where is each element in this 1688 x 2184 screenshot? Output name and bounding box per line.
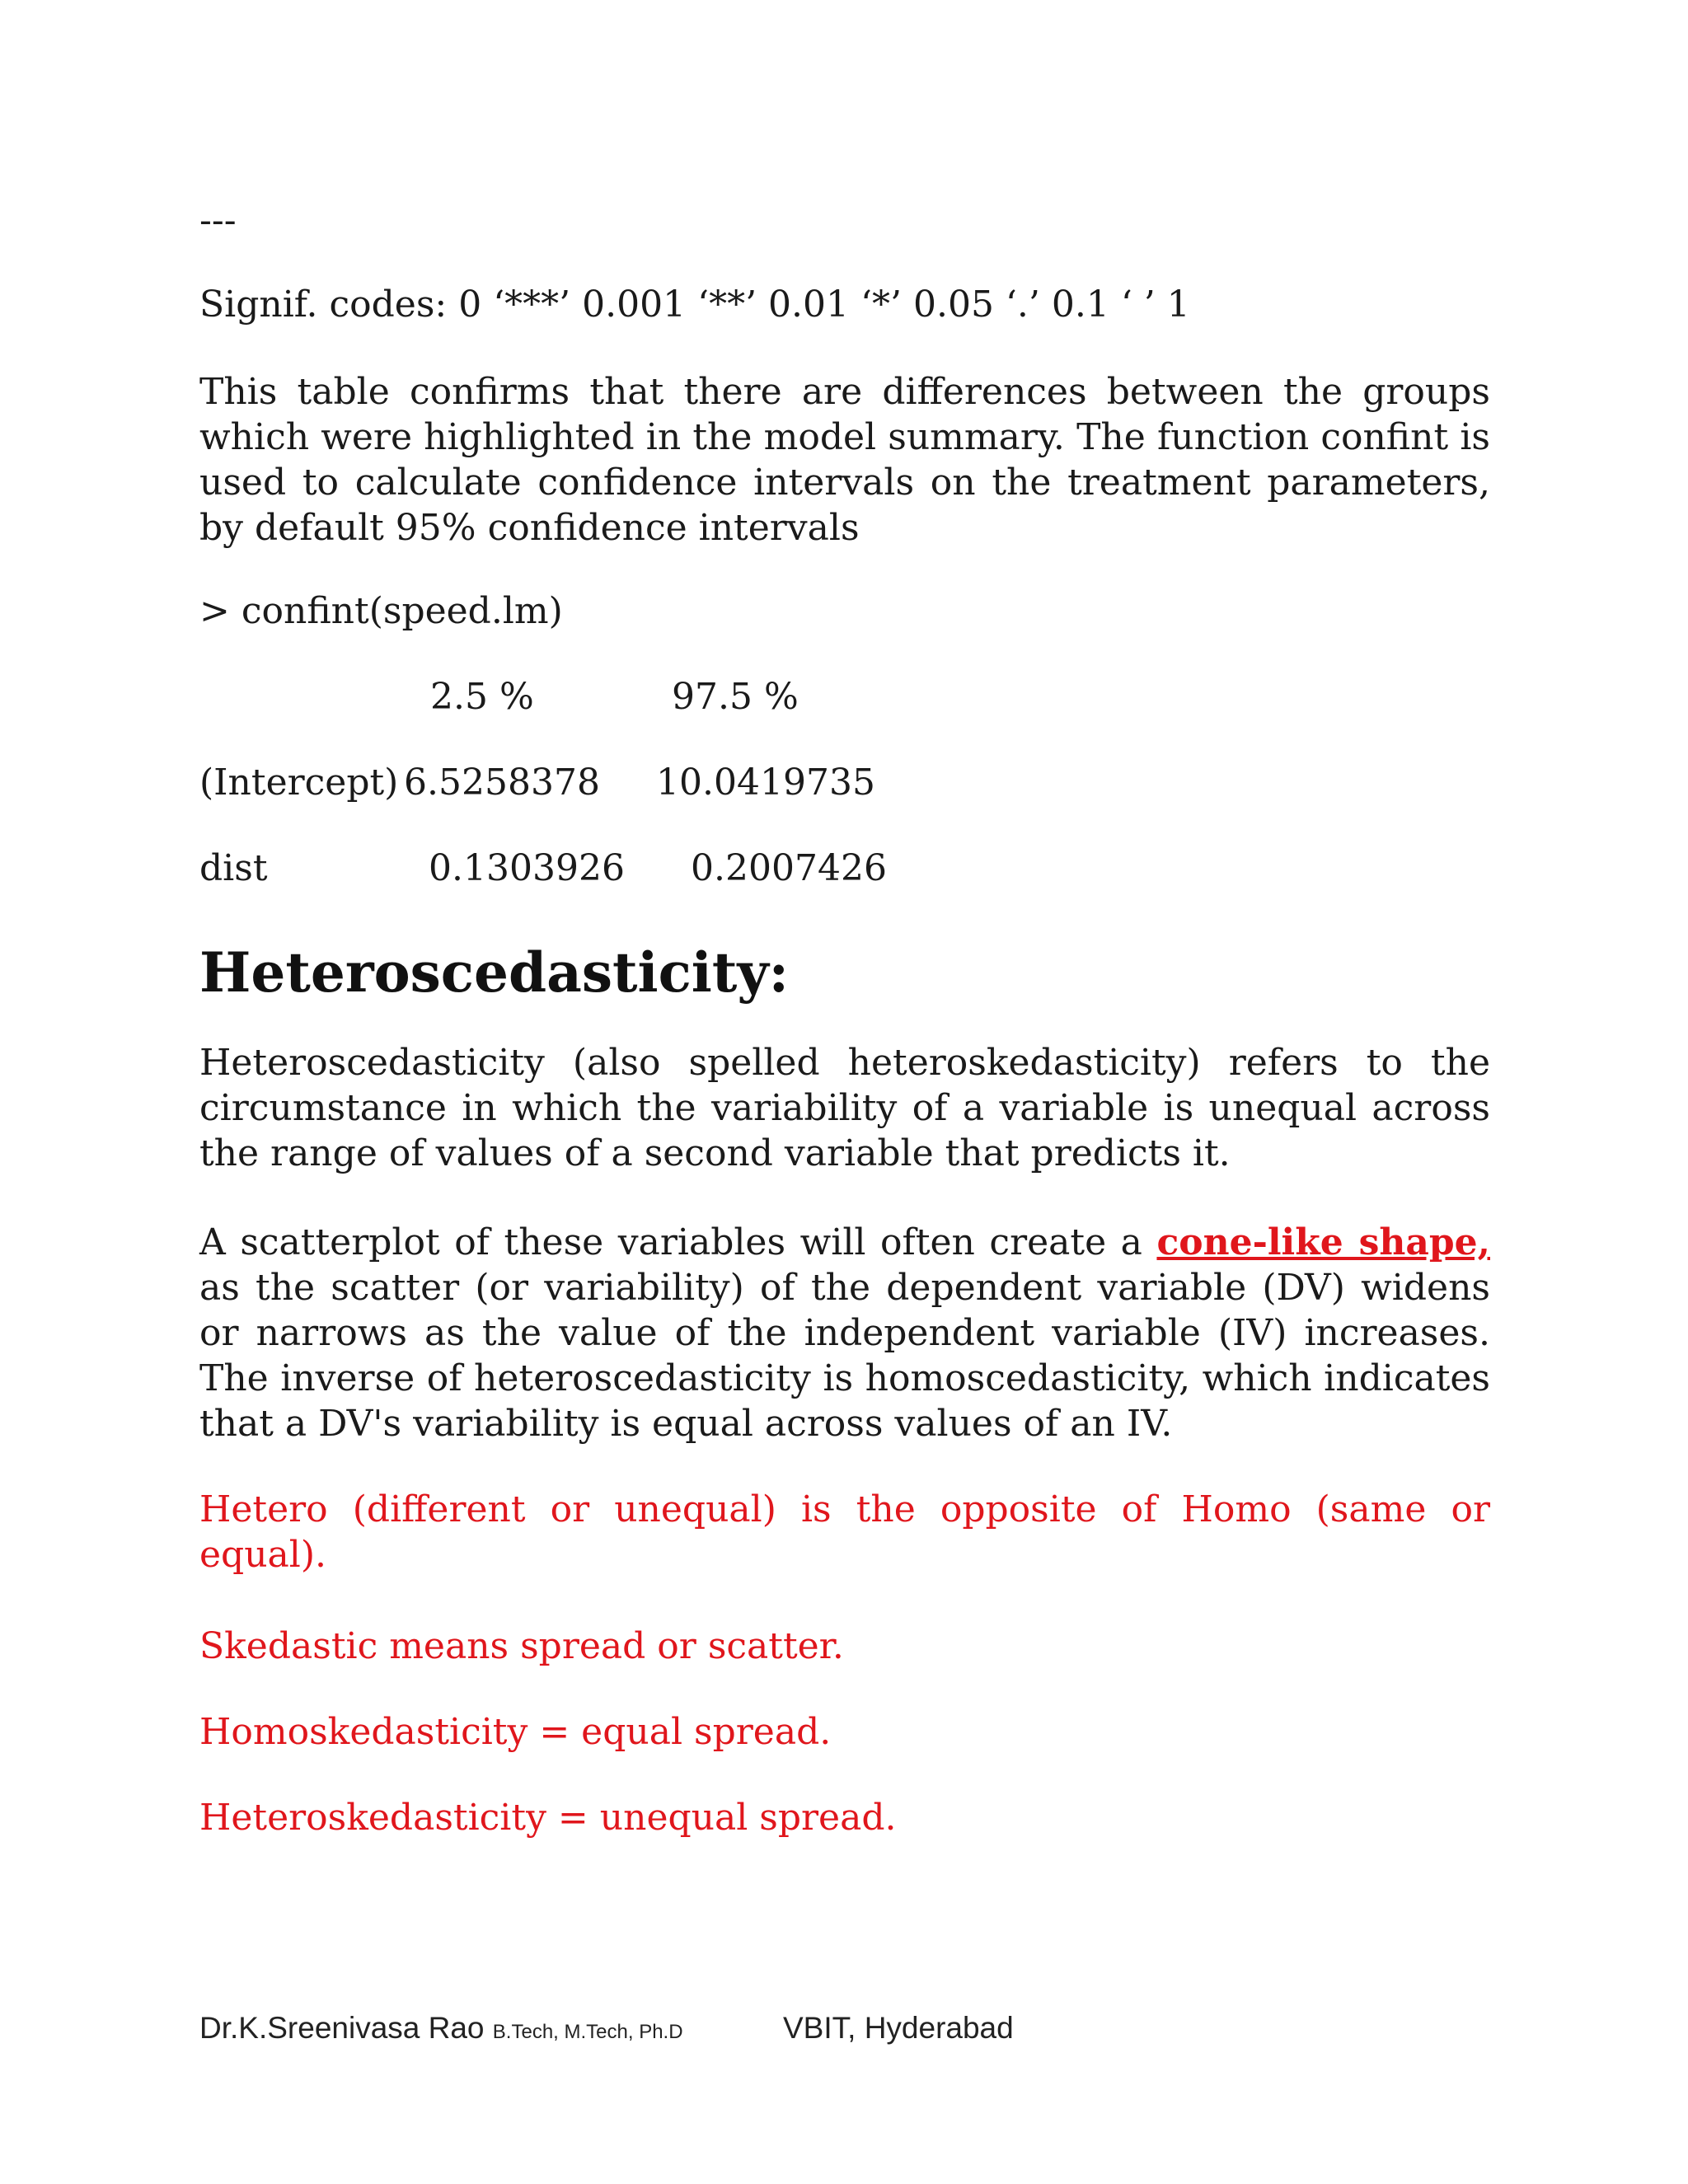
signif-codes: Signif. codes: 0 ‘***’ 0.001 ‘**’ 0.01 ‘*’ 0.05 ‘.’ 0.1 ‘ ’ 1 bbox=[199, 284, 1190, 326]
red-note-heteroskedasticity: Heteroskedasticity = unequal spread. bbox=[199, 1797, 897, 1839]
table-header-high: 97.5 % bbox=[672, 676, 799, 718]
table-cell: 0.2007426 bbox=[691, 847, 887, 889]
table-row-label: dist bbox=[199, 847, 268, 889]
para-definition: Heteroscedasticity (also spelled heteroskedasticity) refers to the circumstance in which the variability of a variable is unequal across the range of values of a second variable that predicts it. bbox=[199, 1042, 1490, 1174]
table-header-low: 2.5 % bbox=[430, 676, 534, 718]
para-confint: This table confirms that there are differences between the groups which were highlighted in the model summary. The function confint is used to calculate confidence intervals on the treatment parameters, by default 95% confidence intervals bbox=[199, 371, 1490, 549]
red-note-homoskedasticity: Homoskedasticity = equal spread. bbox=[199, 1711, 832, 1753]
table-row-label: (Intercept) bbox=[199, 762, 399, 804]
separator: --- bbox=[199, 199, 237, 241]
table-cell: 6.5258378 bbox=[404, 762, 600, 804]
red-note-skedastic: Skedastic means spread or scatter. bbox=[199, 1625, 844, 1667]
red-note-hetero: Hetero (different or unequal) is the opposite of Homo (same or equal). bbox=[199, 1488, 1490, 1576]
command-line: > confint(speed.lm) bbox=[199, 590, 563, 632]
para-scatter bbox=[199, 1220, 1490, 1446]
table-cell: 0.1303926 bbox=[429, 847, 625, 889]
section-heading: Heteroscedasticity: bbox=[199, 940, 790, 1005]
para-scatter-after: as the scatter (or variability) of the dependent variable (DV) widens or narrows as the value of the independent variable (IV) increases. The inverse of heteroscedasticity is homoscedasticity, which indicates that a DV's variability is equal across values of an IV. bbox=[199, 1267, 1490, 1445]
footer-author bbox=[199, 2009, 683, 2051]
cone-like-shape-emphasis: cone-like shape, bbox=[1156, 1221, 1490, 1263]
footer-degrees: B.Tech, M.Tech, Ph.D bbox=[492, 2021, 683, 2043]
footer-author-name: Dr.K.Sreenivasa Rao bbox=[199, 2011, 485, 2045]
footer-institution: VBIT, Hyderabad bbox=[783, 2011, 1014, 2045]
para-scatter-before: A scatterplot of these variables will often create a bbox=[199, 1221, 1157, 1263]
table-cell: 10.0419735 bbox=[656, 762, 875, 804]
